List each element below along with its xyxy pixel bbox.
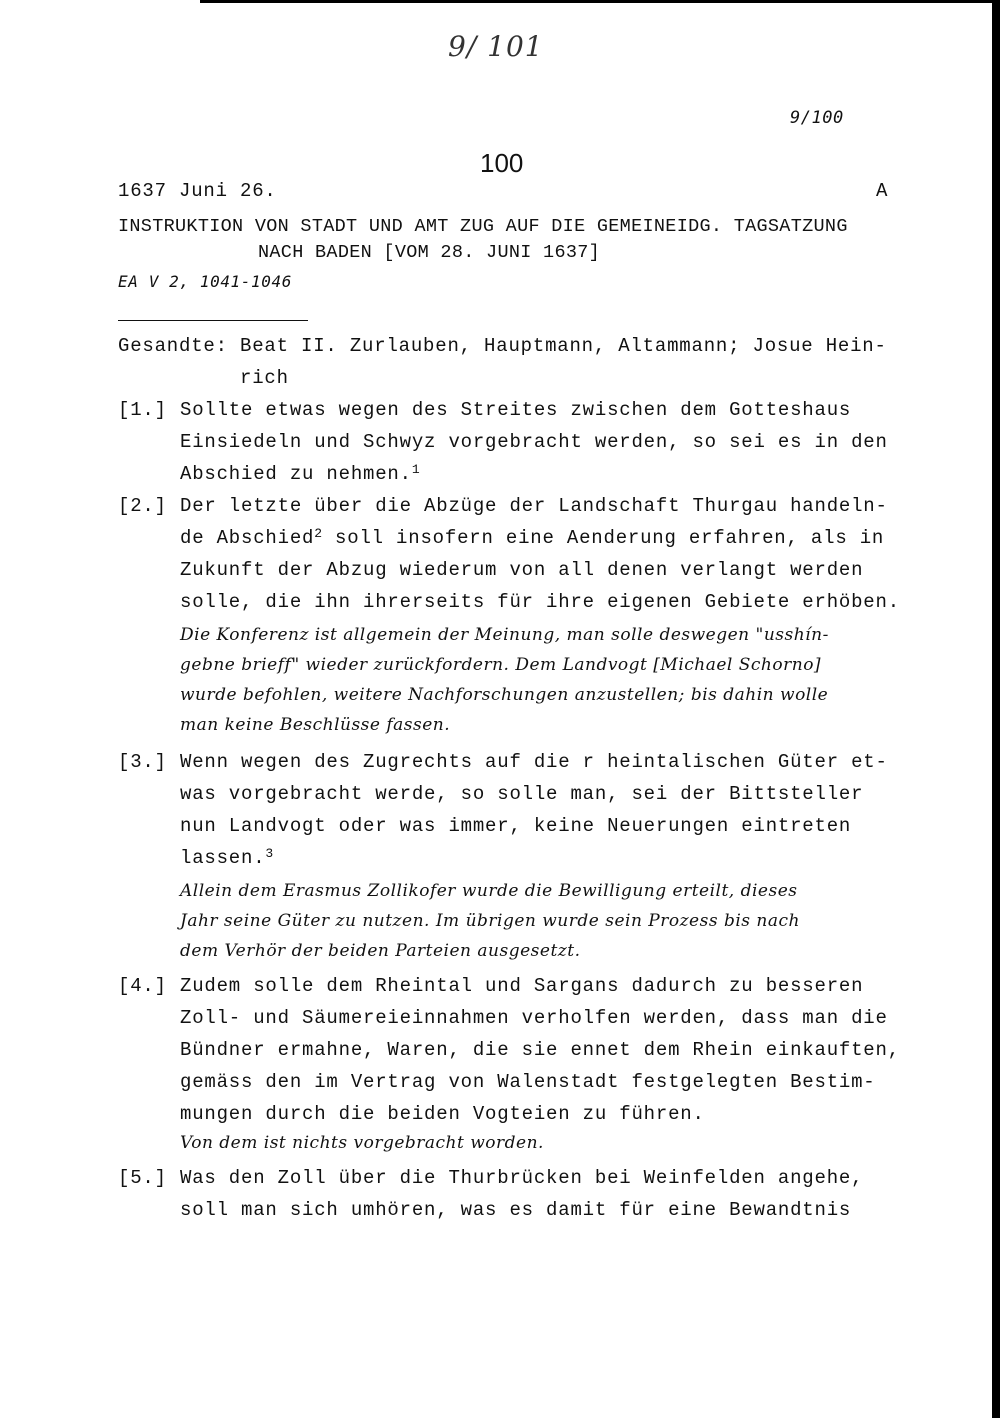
footnote-2: 2 bbox=[314, 526, 323, 541]
footnote-1: 1 bbox=[411, 462, 421, 477]
page-number: 100 bbox=[480, 148, 524, 178]
separator-rule bbox=[118, 320, 308, 321]
envoys-line: Gesandte: Beat II. Zurlauben, Hauptmann, Altammann; Josue Hein- bbox=[118, 335, 887, 357]
section-4-comment bbox=[180, 1128, 960, 1158]
section-5-text bbox=[180, 1162, 960, 1226]
scan-edge-right bbox=[992, 0, 1000, 1418]
section-1-line bbox=[180, 458, 960, 490]
section-1-text bbox=[180, 394, 960, 490]
section-3-number: [3.] bbox=[118, 751, 167, 773]
section-2-text bbox=[180, 490, 960, 618]
section-2-comment bbox=[180, 620, 960, 740]
section-5-number: [5.] bbox=[118, 1167, 167, 1189]
document-date: 1637 Juni 26. bbox=[118, 180, 277, 202]
section-4-line: gemäss den im Vertrag von Walenstadt festgelegten Bestim- bbox=[180, 1071, 876, 1093]
section-3-line: nun Landvogt oder was immer, keine Neuerungen eintreten bbox=[180, 815, 852, 837]
section-2-line-end: soll insofern eine Aenderung erfahren, als in bbox=[322, 527, 885, 549]
archive-number: 9/100 bbox=[790, 108, 844, 128]
section-2-line: Zukunft der Abzug wiederum von all denen verlangt werden bbox=[180, 559, 864, 581]
source-reference: EA V 2, 1041-1046 bbox=[118, 272, 292, 291]
section-5-line: Was den Zoll über die Thurbrücken bei Weinfelden angehe, bbox=[180, 1167, 864, 1189]
section-3-line: Wenn wegen des Zugrechts auf die r heintalischen Güter et- bbox=[180, 751, 888, 773]
comment-line: man keine Beschlüsse fassen. bbox=[180, 715, 451, 735]
section-2-line: Der letzte über die Abzüge der Landschaft Thurgau handeln- bbox=[180, 495, 888, 517]
section-1-number: [1.] bbox=[118, 399, 167, 421]
comment-line: Von dem ist nichts vorgebracht worden. bbox=[180, 1133, 544, 1153]
scan-edge-top bbox=[200, 0, 1000, 3]
handwritten-folio-number: 9/ 101 bbox=[448, 30, 544, 63]
envoys-line-continued: rich bbox=[240, 367, 289, 389]
title-line-2: NACH BADEN [VOM 28. JUNI 1637] bbox=[258, 242, 601, 263]
section-2-line bbox=[180, 522, 960, 554]
title-line-1: INSTRUKTION VON STADT UND AMT ZUG AUF DIE GEMEINEIDG. TAGSATZUNG bbox=[118, 216, 848, 237]
comment-line: Jahr seine Güter zu nutzen. Im übrigen wurde sein Prozess bis nach bbox=[180, 911, 800, 931]
section-1-line-text: Abschied zu nehmen. bbox=[180, 463, 412, 485]
section-3-text bbox=[180, 746, 960, 874]
section-4-text bbox=[180, 970, 960, 1130]
document-marker: A bbox=[876, 180, 889, 202]
section-4-line: Zoll- und Säumereieinnahmen verholfen werden, dass man die bbox=[180, 1007, 888, 1029]
section-2-number: [2.] bbox=[118, 495, 167, 517]
footnote-3: 3 bbox=[265, 846, 275, 861]
section-1-line: Einsiedeln und Schwyz vorgebracht werden, so sei es in den bbox=[180, 431, 888, 453]
section-2-line-start: de Abschied bbox=[180, 527, 315, 549]
comment-line: gebne brieff" wieder zurückfordern. Dem Landvogt [Michael Schorno] bbox=[180, 655, 822, 675]
comment-line: dem Verhör der beiden Parteien ausgesetzt. bbox=[180, 941, 581, 961]
section-4-line: Zudem solle dem Rheintal und Sargans dadurch zu besseren bbox=[180, 975, 864, 997]
section-3-line bbox=[180, 842, 960, 874]
section-1-line: Sollte etwas wegen des Streites zwischen dem Gotteshaus bbox=[180, 399, 852, 421]
comment-line: Allein dem Erasmus Zollikofer wurde die Bewilligung erteilt, dieses bbox=[180, 881, 798, 901]
section-3-line-text: lassen. bbox=[180, 847, 266, 869]
section-3-line: was vorgebracht werde, so solle man, sei der Bittsteller bbox=[180, 783, 864, 805]
envoys-block bbox=[118, 330, 898, 394]
comment-line: Die Konferenz ist allgemein der Meinung, man solle deswegen "usshín- bbox=[180, 625, 829, 645]
section-2-line: solle, die ihn ihrerseits für ihre eigenen Gebiete erhöben. bbox=[180, 591, 900, 613]
section-5-line: soll man sich umhören, was es damit für eine Bewandtnis bbox=[180, 1199, 852, 1221]
section-3-comment bbox=[180, 876, 960, 966]
section-4-number: [4.] bbox=[118, 975, 167, 997]
section-4-line: Bündner ermahne, Waren, die sie ennet dem Rhein einkauften, bbox=[180, 1039, 900, 1061]
section-4-line: mungen durch die beiden Vogteien zu führen. bbox=[180, 1103, 705, 1125]
comment-line: wurde befohlen, weitere Nachforschungen anzustellen; bis dahin wolle bbox=[180, 685, 829, 705]
